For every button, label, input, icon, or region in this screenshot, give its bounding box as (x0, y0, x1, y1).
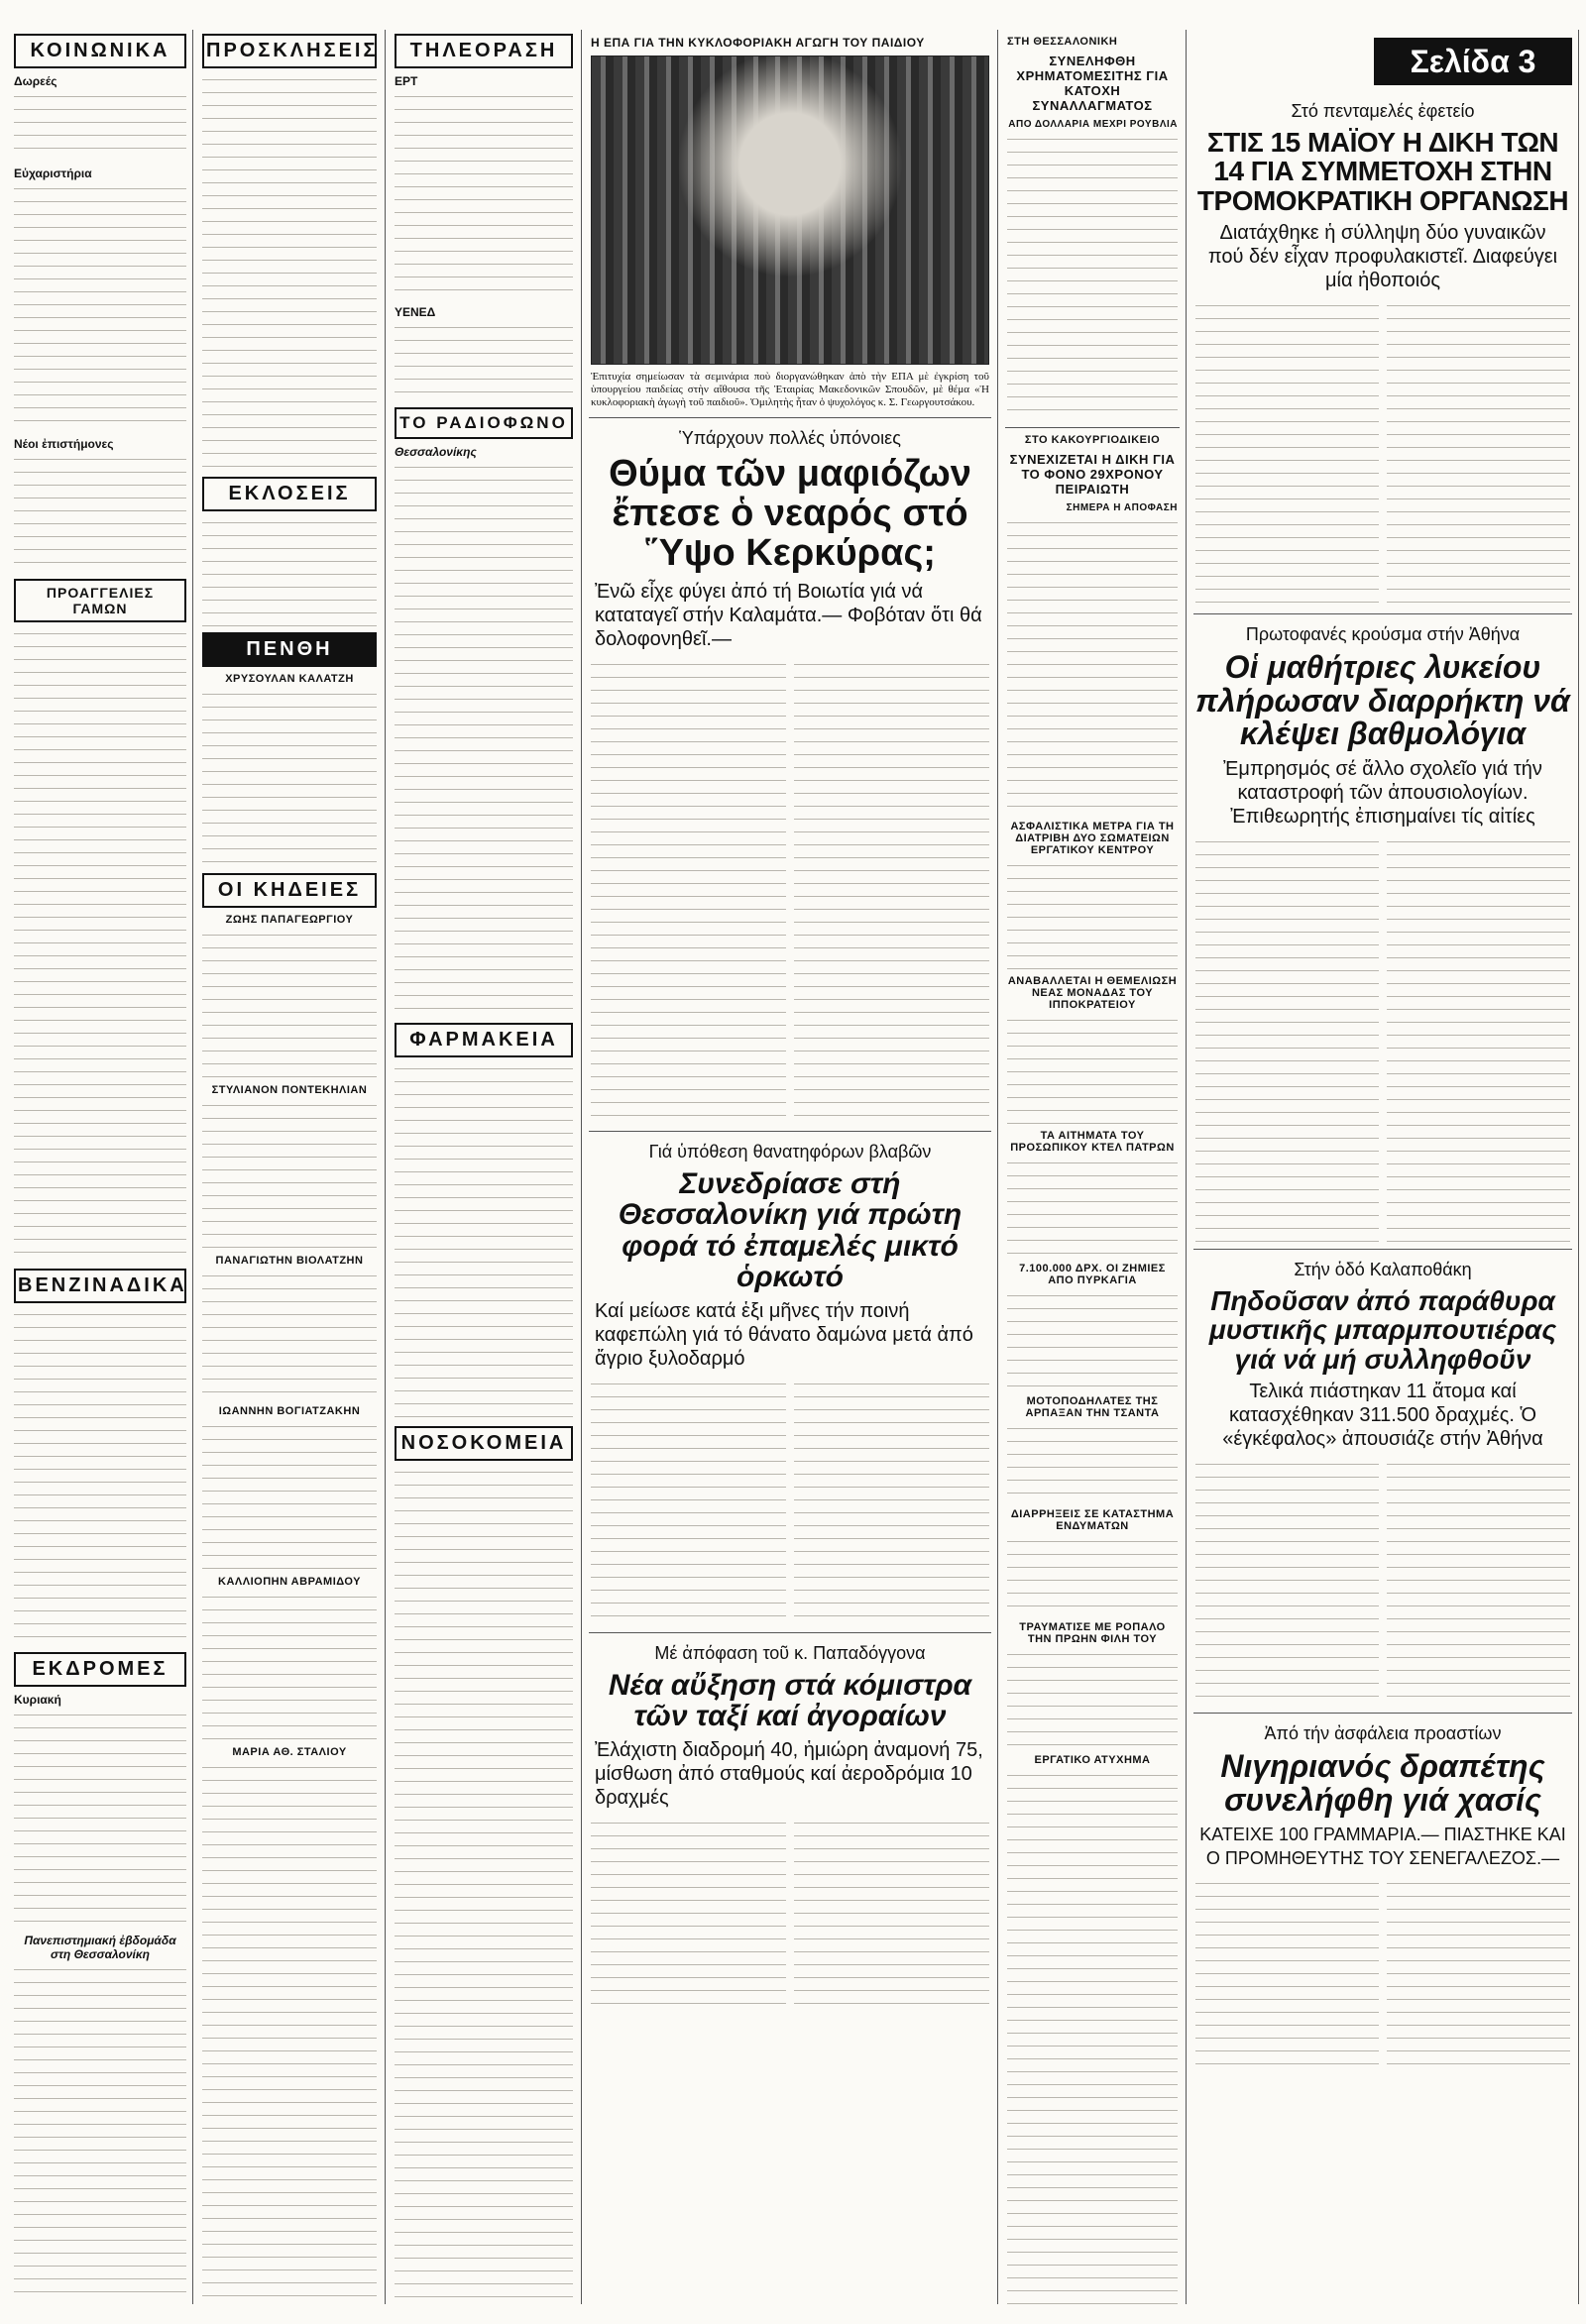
story-deck-4: ΚΑΤΕΙΧΕ 100 ΓΡΑΜΜΑΡΙΑ.— ΠΙΑΣΤΗΚΕ ΚΑΙ Ο ΠΡΟΜΗΘΕΥΤΗΣ ΤΟΥ ΣΕΝΕΓΑΛΕΖΟΣ.— (1199, 1825, 1566, 1869)
subhead-panepistimiaki: Πανεπιστημιακή ἐβδομάδα στη Θεσσαλονίκη (24, 1934, 176, 1961)
text-block (202, 74, 377, 471)
name-heading: ΙΩΑΝΝΗΝ ΒΟΓΙΑΤΖΑΚΗΝ (218, 1405, 361, 1417)
col5-headline-6: 7.100.000 ΔΡΧ. ΟΙ ΖΗΜΙΕΣ ΑΠΟ ΠΥΡΚΑΓΙΑ (1019, 1263, 1166, 1286)
column-3 (389, 30, 579, 2304)
name-heading: ΣΤΥΛΙΑΝΟΝ ΠΟΝΤΕΚΗΛΙΑΝ (211, 1084, 368, 1096)
story-kicker-4: Ἀπό τήν ἀσφάλεια προαστίων (1264, 1723, 1502, 1744)
text-block (1007, 1015, 1178, 1124)
story-deck-2: Ἐμπρησμός σέ ἄλλο σχολεῖο γιά τήν καταστροφή τῶν ἀπουσιολογίων. Ἐπιθεωρητής ἐπισημαίνει τίς αἰτίες (1223, 757, 1542, 828)
text-block (202, 1421, 377, 1570)
col5-label: ΣΤΗ ΘΕΣΣΑΛΟΝΙΚΗ (1007, 36, 1118, 48)
subhead-thessalonikis: Θεσσαλονίκης (395, 445, 477, 459)
section-kideies: ΟΙ ΚΗΔΕΙΕΣ (202, 873, 377, 908)
text-block (1195, 300, 1379, 608)
text-block (202, 1592, 377, 1740)
text-block (1007, 517, 1178, 815)
story-headline-1: ΣΤΙΣ 15 ΜΑΪΟΥ Η ΔΙΚΗ ΤΩΝ 14 ΓΙΑ ΣΥΜΜΕΤΟΧΗ ΣΤΗΝ ΤΡΟΜΟΚΡΑΤΙΚΗ ΟΡΓΑΝΩΣΗ (1196, 127, 1569, 216)
text-block (14, 454, 186, 573)
text-block (1007, 860, 1178, 969)
story2-kicker: Γιά ὑπόθεση θανατηφόρων βλαβῶν (648, 1141, 932, 1162)
text-block (1387, 300, 1570, 608)
text-block (794, 1379, 989, 1626)
story3-kicker: Μέ ἀπόφαση τοῦ κ. Παπαδόγγονα (654, 1642, 926, 1663)
subhead-ert: ΕΡΤ (395, 74, 418, 88)
story-headline-2: Οἱ μαθήτριες λυκείου πλήρωσαν διαρρήκτη νά κλέψει βαθμολόγια (1195, 649, 1570, 752)
section-prosklisis: ΠΡΟΣΚΛΗΣΕΙΣ (202, 34, 377, 68)
story-headline-3: Πηδοῦσαν ἀπό παράθυρα μυστικῆς μπαρμπουτιέρας γιά νά μή συλληφθοῦν (1208, 1284, 1557, 1375)
section-venzinadika: ΒΕΝΖΙΝΑΔΙΚΑ (14, 1269, 186, 1303)
text-block (1195, 836, 1379, 1243)
text-block (1007, 1536, 1178, 1615)
col5-headline-5: ΤΑ ΑΙΤΗΜΑΤΑ ΤΟΥ ΠΡΟΣΩΠΙΚΟΥ ΚΤΕΛ ΠΑΤΡΩΝ (1010, 1130, 1175, 1154)
section-radiofono: ΤΟ ΡΑΔΙΟΦΩΝΟ (395, 407, 573, 439)
subhead-neoi-epistimones: Νέοι ἐπιστήμονες (14, 437, 114, 451)
text-block (395, 91, 573, 299)
column-1 (8, 30, 192, 2304)
story1-deck: Ἐνῶ εἶχε φύγει ἀπό τή Βοιωτία γιά νά καταταγεῖ στήν Καλαμάτα.— Φοβόταν ὅτι θά δολοφονηθεῖ.— (595, 580, 982, 650)
section-tileorasi: ΤΗΛΕΟΡΑΣΗ (395, 34, 573, 68)
text-block (1007, 1770, 1178, 2304)
story1-headline: Θύμα τῶν μαφιόζων ἔπεσε ὁ νεαρός στό Ὕψο Κερκύρας; (609, 453, 971, 574)
text-block (395, 322, 573, 401)
col5-headline-1: ΣΥΝΕΛΗΦΘΗ ΧΡΗΜΑΤΟΜΕΣΙΤΗΣ ΓΙΑ ΚΑΤΟΧΗ ΣΥΝΑΛΛΑΓΜΑΤΟΣ (1016, 54, 1169, 113)
name-heading: ΚΑΛΛΙΟΠΗΝ ΑΒΡΑΜΙΔΟΥ (218, 1576, 361, 1588)
story-kicker-2: Πρωτοφανές κρούσμα στήν Ἀθήνα (1245, 624, 1521, 645)
name-heading: ΧΡΥΣΟΥΛΑΝ ΚΑΛΑΤΖΗ (225, 673, 354, 685)
text-block (1387, 1459, 1570, 1707)
page-number-badge: Σελίδα 3 (1374, 38, 1572, 85)
story1-kicker: Ὑπάρχουν πολλές ὑπόνοιες (679, 428, 901, 448)
text-block (1387, 1878, 1570, 2076)
text-block (1387, 836, 1570, 1243)
section-penthi: ΠΕΝΘΗ (202, 632, 377, 667)
text-block (1007, 134, 1178, 421)
text-block (14, 1309, 186, 1646)
story-headline-4: Νιγηριανός δραπέτης συνελήφθη γιά χασίς (1220, 1748, 1545, 1818)
name-heading: ΖΩΗΣ ΠΑΠΑΓΕΩΡΓΙΟΥ (225, 914, 354, 926)
text-block (202, 1271, 377, 1399)
name-heading: ΜΑΡΙΑ ΑΘ. ΣΤΑΛΙΟΥ (232, 1746, 347, 1758)
story3-deck: Ἐλάχιστη διαδρομή 40, ἡμιώρη ἀναμονή 75, μίσθωση ἀπό σταθμούς καί ἀεροδρόμια 10 δραχμές (595, 1738, 983, 1809)
column-5 (1001, 30, 1184, 2304)
text-block (1007, 1423, 1178, 1502)
col5-headline-4: ΑΝΑΒΑΛΛΕΤΑΙ Η ΘΕΜΕΛΙΩΣΗ ΝΕΑΣ ΜΟΝΑΔΑΣ ΤΟΥ ΙΠΠΟΚΡΑΤΕΙΟΥ (1007, 975, 1178, 1011)
col5-headline-3: ΑΣΦΑΛΙΣΤΙΚΑ ΜΕΤΡΑ ΓΙΑ ΤΗ ΔΙΑΤΡΙΒΗ ΔΥΟ ΣΩΜΑΤΕΙΩΝ ΕΡΓΑΤΙΚΟΥ ΚΕΝΤΡΟΥ (1010, 821, 1175, 856)
text-block (794, 1818, 989, 2016)
name-heading: ΠΑΝΑΓΙΩΤΗΝ ΒΙΟΛΑΤΖΗΝ (215, 1255, 364, 1267)
col5-headline-9: ΤΡΑΥΜΑΤΙΣΕ ΜΕ ΡΟΠΑΛΟ ΤΗΝ ΠΡΩΗΝ ΦΙΛΗ ΤΟΥ (1019, 1621, 1166, 1645)
subhead-yened: ΥΕΝΕΔ (395, 305, 436, 319)
text-block (1007, 1158, 1178, 1257)
col5-headline-7: ΜΟΤΟΠΟΔΗΛΑΤΕΣ ΤΗΣ ΑΡΠΑΞΑΝ ΤΗΝ ΤΣΑΝΤΑ (1025, 1395, 1160, 1419)
text-block (202, 1100, 377, 1249)
text-block (202, 1762, 377, 2304)
column-2 (196, 30, 383, 2304)
subhead-eucharistiria: Εὐχαριστήρια (14, 166, 92, 180)
subhead-kyriaki: Κυριακή (14, 1693, 61, 1707)
section-ekloseis: ΕΚΛΟΣΕΙΣ (202, 477, 377, 511)
section-proaggelies-gamon: ΠΡΟΑΓΓΕΛΙΕΣ ΓΑΜΩΝ (14, 579, 186, 622)
col5-subhead-1: ΑΠΟ ΔΟΛΛΑΡΙΑ ΜΕΧΡΙ ΡΟΥΒΛΙΑ (1008, 119, 1178, 130)
text-block (591, 1379, 786, 1626)
text-block (14, 1710, 186, 1928)
text-block (14, 183, 186, 431)
col5-label-2: ΣΤΟ ΚΑΚΟΥΡΓΙΟΔΙΚΕΙΟ (1024, 434, 1161, 446)
photo-caption: Ἐπιτυχία σημείωσαν τὰ σεμινάρια ποὺ διοργανώθηκαν ἀπὸ τὴν ΕΠΑ μὲ ἐγκρίση τοῦ ὑπουργείου παιδείας στὴν αἴθουσα τῆς Ἑταιρίας Μακεδονικῶν Σπουδῶν, μὲ θέμα «Ἡ κυκλοφοριακὴ ἀγωγὴ τοῦ παιδιοῦ». Ὁμιλητὴς ἦταν ὁ ψυχολόγος κ. Σ. Γεωργουτσάκου. (591, 371, 989, 408)
text-block (202, 930, 377, 1078)
col5-headline-10: ΕΡΓΑΤΙΚΟ ΑΤΥΧΗΜΑ (1034, 1754, 1151, 1766)
text-block (1007, 1649, 1178, 1748)
section-farmakeia: ΦΑΡΜΑΚΕΙΑ (395, 1023, 573, 1057)
text-block (1195, 1878, 1379, 2076)
text-block (395, 1467, 573, 2304)
photo-kicker: Η ΕΠΑ ΓΙΑ ΤΗΝ ΚΥΚΛΟΦΟΡΙΑΚΗ ΑΓΩΓΗ ΤΟΥ ΠΑΙΔΙΟΥ (591, 36, 925, 50)
text-block (591, 659, 786, 1125)
story-deck-3: Τελικά πιάστηκαν 11 ἄτομα καί κατασχέθηκαν 311.500 δραχμές. Ὁ «έγκέφαλος» ἀπουσιάζε στήν Ἀθήνα (1222, 1381, 1543, 1451)
col5-subhead-2: ΣΗΜΕΡΑ Η ΑΠΟΦΑΣΗ (1066, 502, 1178, 513)
text-block (1007, 1290, 1178, 1389)
section-koinonika: ΚΟΙΝΩΝΙΚΑ (14, 34, 186, 68)
text-block (202, 517, 377, 626)
story2-deck: Καί μείωσε κατά ἑξι μῆνες τήν ποινή καφεπώλη γιά τό θάνατο δαμώνα μετά ἀπό ἄγριο ξυλοδαρμό (595, 1299, 973, 1370)
seminar-photo (591, 55, 989, 365)
text-block (591, 1818, 786, 2016)
text-block (395, 462, 573, 1017)
text-block (1195, 1459, 1379, 1707)
story-kicker-3: Στήν ὁδό Καλαποθάκη (1294, 1259, 1472, 1279)
text-block (14, 1964, 186, 2304)
story3-headline: Νέα αὔξηση στά κόμιστρα τῶν ταξί καί ἀγοραίων (608, 1668, 972, 1733)
section-nosokomeia: ΝΟΣΟΚΟΜΕΙΑ (395, 1426, 573, 1461)
col5-headline-8: ΔΙΑΡΡΗΞΕΙΣ ΣΕ ΚΑΤΑΣΤΗΜΑ ΕΝΔΥΜΑΤΩΝ (1010, 1508, 1175, 1532)
text-block (395, 1063, 573, 1420)
section-ekdromes: ΕΚΔΡΟΜΕΣ (14, 1652, 186, 1687)
col5-headline-2: ΣΥΝΕΧΙΖΕΤΑΙ Η ΔΙΚΗ ΓΙΑ ΤΟ ΦΟΝΟ 29ΧΡΟΝΟΥ ΠΕΙΡΑΙΩΤΗ (1009, 452, 1176, 497)
text-block (794, 659, 989, 1125)
column-6 (1190, 91, 1576, 2304)
story2-headline: Συνεδρίασε στή Θεσσαλονίκη γιά πρώτη φορά τό ἐπαμελές μικτό ὁρκωτό (618, 1166, 963, 1294)
text-block (14, 91, 186, 161)
text-block (202, 689, 377, 867)
subhead-dorees: Δωρεές (14, 74, 57, 88)
center-column (585, 30, 995, 2304)
story-deck-1: Διατάχθηκε ἡ σύλληψη δύο γυναικῶν πού δέν εἶχαν προφυλακιστεῖ. Διαφεύγει μία ἠθοποιός (1207, 222, 1558, 292)
text-block (14, 628, 186, 1263)
story-kicker-1: Στό πενταμελές ἐφετείο (1291, 101, 1475, 121)
